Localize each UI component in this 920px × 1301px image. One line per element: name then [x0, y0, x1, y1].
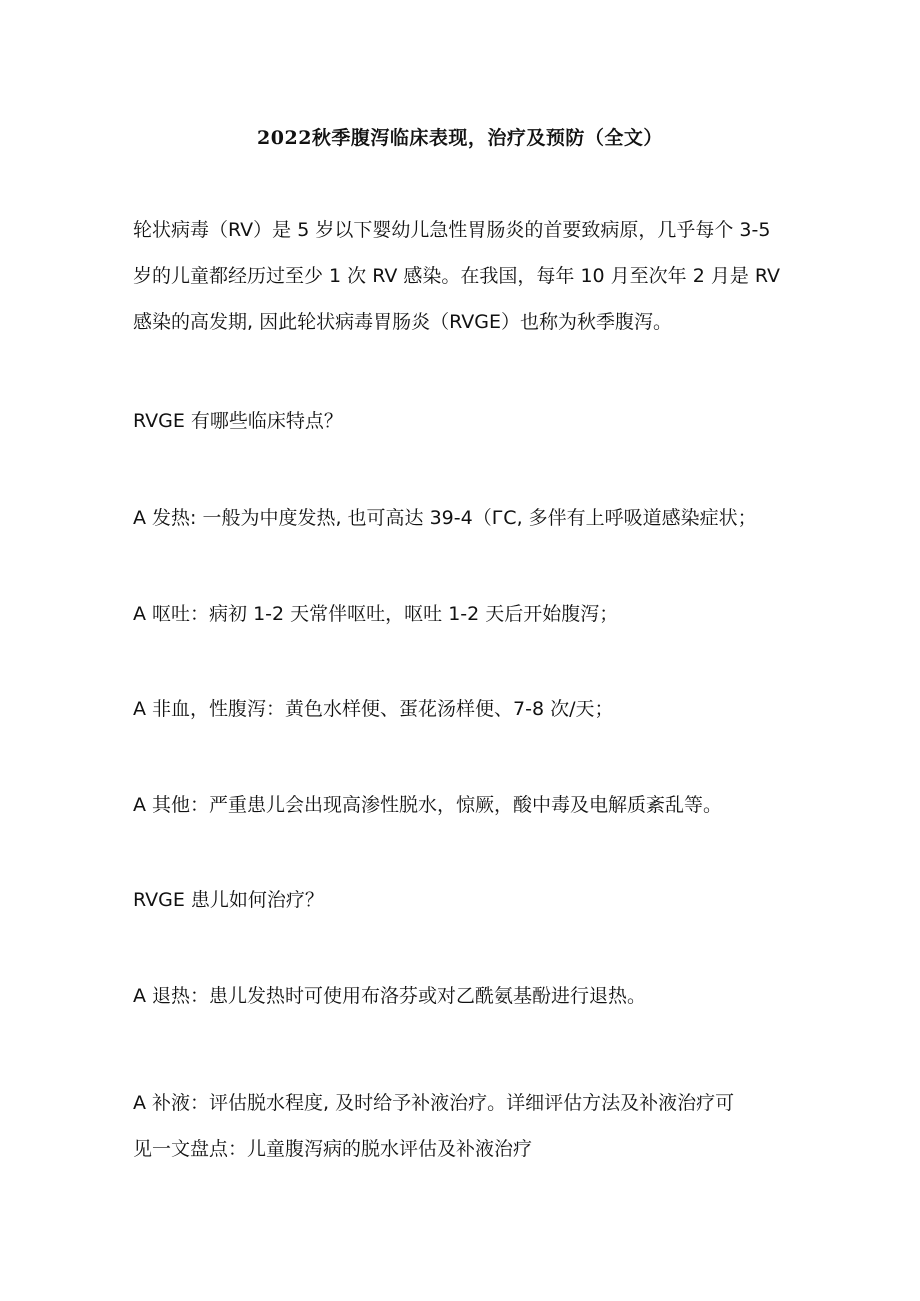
- item-vomiting-text: A 呕吐：病初 1-2 天常伴呕吐，呕吐 1-2 天后开始腹泻；: [133, 603, 619, 625]
- item-diarrhea-text: A 非血，性腹泻：黄色水样便、蛋花汤样便、7-8 次/天；: [133, 698, 614, 720]
- document-title: 2022秋季腹泻临床表现，治疗及预防（全文）: [257, 127, 663, 149]
- question-clinical-features: [133, 398, 803, 444]
- item-fluids: [133, 1080, 803, 1172]
- item-fever: [133, 495, 803, 541]
- item-diarrhea: [133, 686, 803, 732]
- item-other-text: A 其他：严重患儿会出现高渗性脱水，惊厥，酸中毒及电解质紊乱等。: [133, 794, 723, 816]
- question-treatment-text: RVGE 患儿如何治疗？: [133, 889, 324, 911]
- item-other: [133, 782, 803, 828]
- item-fluids-line-1: A 补液：评估脱水程度, 及时给予补液治疗。详细评估方法及补液治疗可: [133, 1092, 735, 1114]
- item-vomiting: [133, 591, 803, 637]
- intro-line-3: 感染的高发期, 因此轮状病毒胃肠炎（RVGE）也称为秋季腹泻。: [133, 311, 672, 333]
- intro-line-1: 轮状病毒（RV）是 5 岁以下婴幼儿急性胃肠炎的首要致病原，几乎每个 3-5: [133, 219, 771, 241]
- item-fluids-line-2: 见一文盘点：儿童腹泻病的脱水评估及补液治疗: [133, 1138, 533, 1160]
- question-treatment: [133, 877, 803, 923]
- intro-paragraph: [133, 207, 803, 345]
- intro-line-2: 岁的儿童都经历过至少 1 次 RV 感染。在我国，每年 10 月至次年 2 月是 RV: [133, 265, 781, 287]
- item-antipyretic: [133, 973, 803, 1019]
- item-fever-text: A 发热: 一般为中度发热, 也可高达 39-4（ГC, 多伴有上呼吸道感染症状；: [133, 507, 757, 529]
- item-antipyretic-text: A 退热：患儿发热时可使用布洛芬或对乙酰氨基酚进行退热。: [133, 985, 647, 1007]
- question-clinical-features-text: RVGE 有哪些临床特点？: [133, 410, 343, 432]
